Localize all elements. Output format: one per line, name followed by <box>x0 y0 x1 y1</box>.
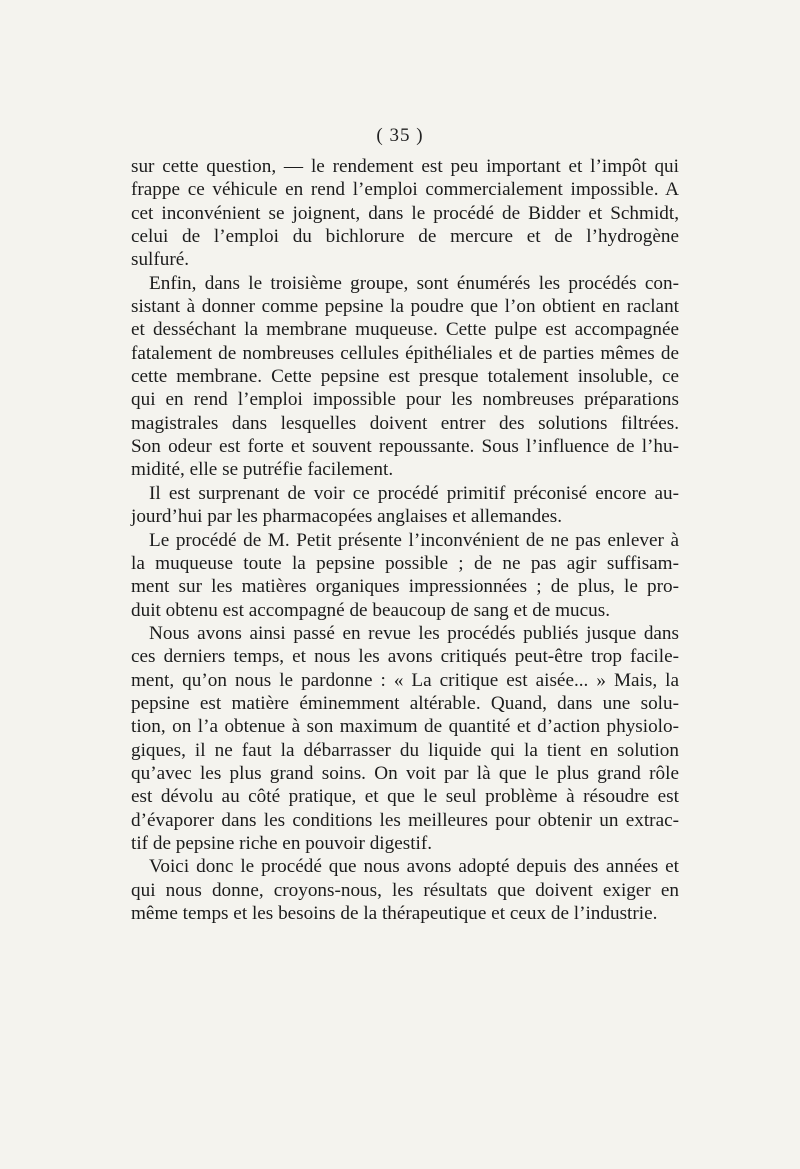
paragraph <box>131 622 679 855</box>
paragraph <box>131 529 679 622</box>
text-line: tif de pepsine riche en pouvoir digestif. <box>131 832 433 854</box>
paragraph <box>131 482 679 529</box>
text-line: Son odeur est forte et souvent repoussante. Sous l’influence de l’hu- <box>131 436 679 458</box>
text-line: magistrales dans lesquelles doivent entrer des solutions filtrées. <box>131 412 679 434</box>
text-line: et desséchant la membrane muqueuse. Cette pulpe est accompagnée <box>131 319 679 341</box>
text-line: même temps et les besoins de la thérapeutique et ceux de l’industrie. <box>131 903 658 924</box>
text-line: duit obtenu est accompagné de beaucoup de sang et de mucus. <box>131 599 610 621</box>
text-line: Nous avons ainsi passé en revue les procédés publiés jusque dans <box>149 622 679 644</box>
text-line: Enfin, dans le troisième groupe, sont énumérés les procédés con- <box>149 272 679 294</box>
text-line: qui nous donne, croyons-nous, les résultats que doivent exiger en <box>131 879 679 901</box>
text-line: sulfuré. <box>131 249 190 271</box>
text-line: giques, il ne faut la débarrasser du liquide qui la tient en solution <box>131 739 679 761</box>
paragraph <box>131 855 679 925</box>
text-line: est dévolu au côté pratique, et que le seul problème à résoudre est <box>131 786 679 808</box>
text-line: ces derniers temps, et nous les avons critiqués peut-être trop facile- <box>131 646 679 668</box>
text-line: pepsine est matière éminemment altérable. Quand, dans une solu- <box>131 692 679 714</box>
text-line: ment, qu’on nous le pardonne : « La critique est aisée... » Mais, la <box>131 669 679 691</box>
text-line: qu’avec les plus grand soins. On voit par là que le plus grand rôle <box>131 762 679 784</box>
text-line: celui de l’emploi du bichlorure de mercure et de l’hydrogène <box>131 226 679 248</box>
paragraph <box>131 272 679 482</box>
text-line: d’évaporer dans les conditions les meilleures pour obtenir un extrac- <box>131 809 679 831</box>
body-text <box>131 155 679 925</box>
text-line: Il est surprenant de voir ce procédé primitif préconisé encore au- <box>149 482 679 504</box>
text-line: Le procédé de M. Petit présente l’inconvénient de ne pas enlever à <box>149 529 679 551</box>
text-line: sistant à donner comme pepsine la poudre que l’on obtient en raclant <box>131 296 679 318</box>
text-line: midité, elle se putréfie facilement. <box>131 459 394 481</box>
text-line: fatalement de nombreuses cellules épithéliales et de parties mêmes de <box>131 342 679 364</box>
text-line: cet inconvénient se joignent, dans le procédé de Bidder et Schmidt, <box>131 202 679 224</box>
text-line: Voici donc le procédé que nous avons adopté depuis des années et <box>149 856 679 878</box>
text-line: la muqueuse toute la pepsine possible ; de ne pas agir suffisam- <box>131 552 679 574</box>
paragraph <box>131 155 679 272</box>
page-number: ( 35 ) <box>376 125 424 146</box>
text-line: jourd’hui par les pharmacopées anglaises et allemandes. <box>131 506 563 528</box>
text-line: ment sur les matières organiques impressionnées ; de plus, le pro- <box>131 576 679 598</box>
text-line: tion, on l’a obtenue à son maximum de quantité et d’action physiolo- <box>131 716 679 738</box>
text-line: frappe ce véhicule en rend l’emploi commercialement impossible. A <box>131 179 679 201</box>
text-line: cette membrane. Cette pepsine est presque totalement insoluble, ce <box>131 366 679 388</box>
text-line: sur cette question, — le rendement est peu important et l’impôt qui <box>131 156 679 177</box>
text-line: qui en rend l’emploi impossible pour les nombreuses préparations <box>131 389 679 411</box>
